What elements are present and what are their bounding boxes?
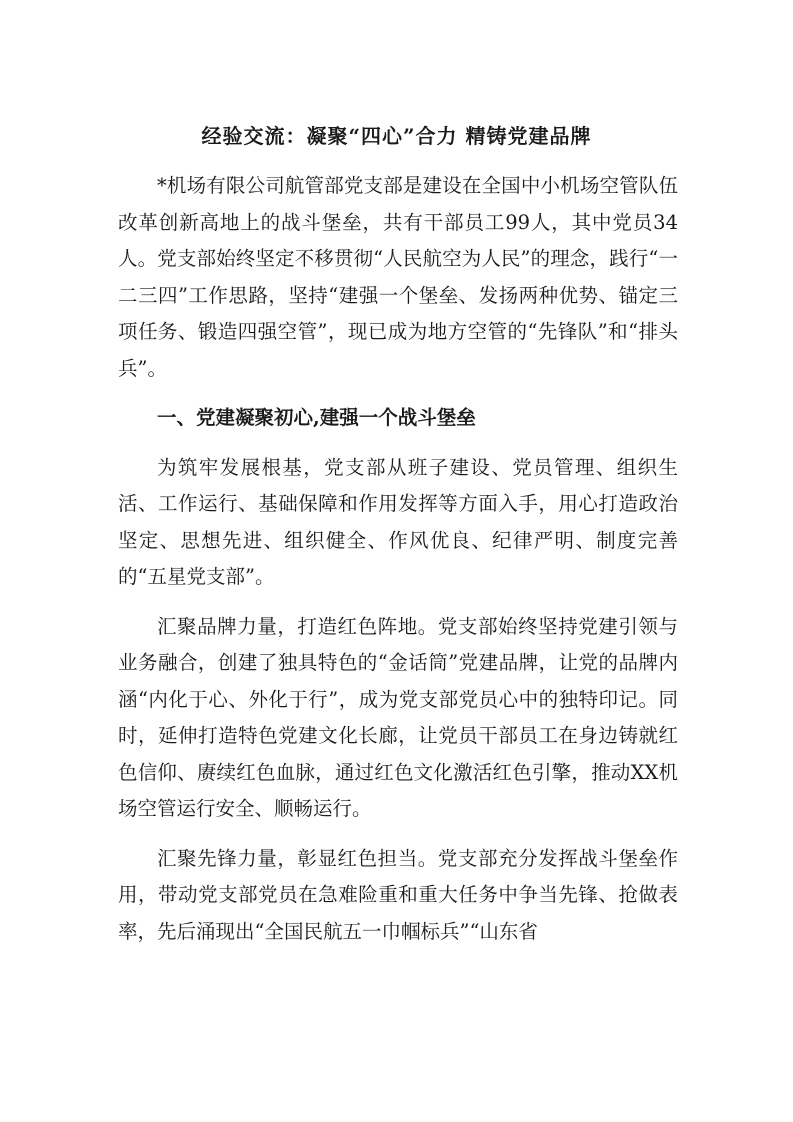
intro-paragraph: *机场有限公司航管部党支部是建设在全国中小机场空管队伍改革创新高地上的战斗堡垒，共有干部员工99人，其中党员34人。党支部始终坚定不移贯彻“人民航空为人民”的理念，践行“一二三四”工作思路，坚持“建强一个堡垒、发扬两种优势、锚定三项任务、锻造四强空管”，现已成为地方空管的“先锋队”和“排头兵”。 — [118, 174, 678, 380]
body-paragraph: 汇聚先锋力量，彰显红色担当。党支部充分发挥战斗堡垒作用，带动党支部党员在急难险重和重大任务中争当先锋、抢做表率，先后涌现出“全国民航五一巾帼标兵”“山东省 — [118, 846, 678, 943]
body-paragraph: 为筑牢发展根基，党支部从班子建设、党员管理、组织生活、工作运行、基础保障和作用发挥等方面入手，用心打造政治坚定、思想先进、组织健全、作风优良、纪律严明、制度完善的“五星党支部”。 — [118, 455, 678, 588]
body-paragraph: 汇聚品牌力量，打造红色阵地。党支部始终坚持党建引领与业务融合，创建了独具特色的“金话筒”党建品牌，让党的品牌内涵“内化于心、外化于行”，成为党支部党员心中的独特印记。同时，延伸打造特色党建文化长廊，让党员干部员工在身边铸就红色信仰、赓续红色血脉，通过红色文化激活红色引擎，推动XX机场空管运行安全、顺畅运行。 — [118, 614, 678, 820]
document-body — [118, 168, 678, 950]
section-heading: 一、党建凝聚初心,建强一个战斗堡垒 — [157, 406, 476, 429]
document-title: 经验交流：凝聚“四心”合力 精铸党建品牌 — [201, 124, 592, 148]
